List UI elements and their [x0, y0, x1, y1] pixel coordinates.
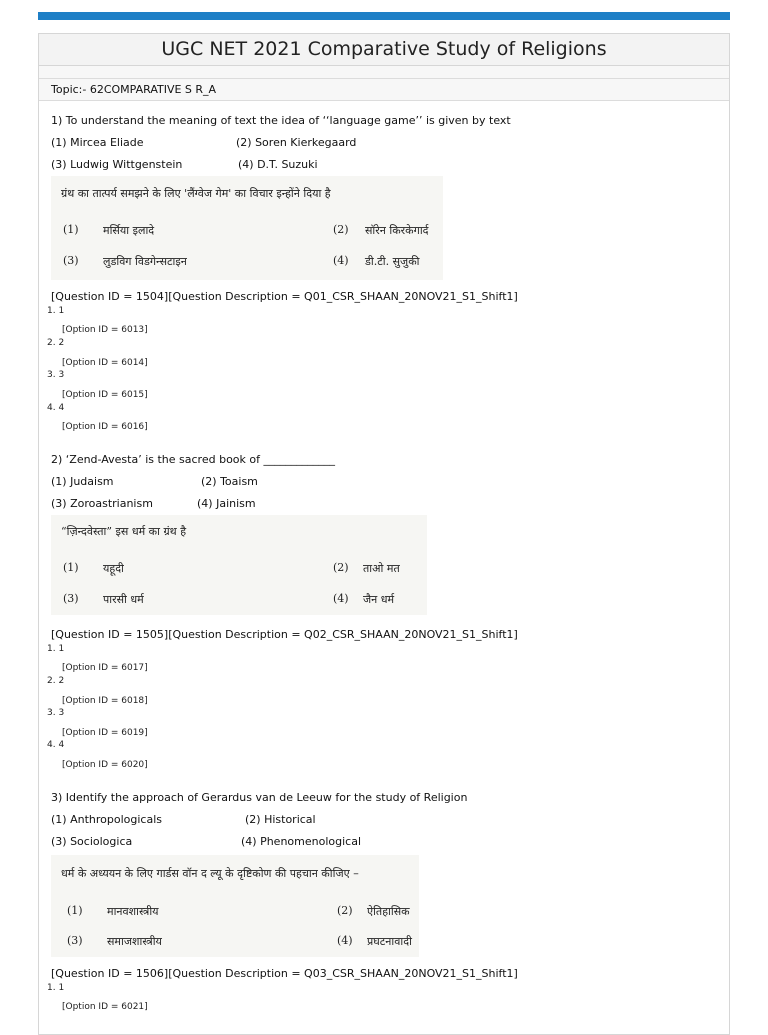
question-3-text: 3) Identify the approach of Gerardus van de Leeuw for the study of Religion: [51, 791, 468, 804]
top-accent-bar: [38, 12, 730, 20]
answer-number: 4. 4: [47, 403, 65, 413]
answer-number: 1. 1: [47, 983, 65, 993]
question-2-text: 2) ‘Zend-Avesta’ is the sacred book of _____________: [51, 453, 335, 466]
hindi-option-number: (1): [63, 223, 79, 236]
question-2-meta: [Question ID = 1505][Question Description = Q02_CSR_SHAAN_20NOV21_S1_Shift1]: [51, 628, 518, 641]
hindi-option-text: लुडविग विडगेन्सटाइन: [103, 255, 187, 268]
page-title: UGC NET 2021 Comparative Study of Religions: [39, 34, 729, 66]
answer-number: 2. 2: [47, 338, 65, 348]
answer-number: 1. 1: [47, 306, 65, 316]
hindi-option-text: समाजशास्त्रीय: [107, 935, 162, 948]
hindi-option-number: (2): [337, 904, 353, 917]
question-1-hindi-text: ग्रंथ का तात्पर्य समझने के लिए 'लैंग्वेज गेम' का विचार इन्होंने दिया है: [61, 187, 331, 200]
hindi-option-text: प्रघटनावादी: [367, 935, 412, 948]
answer-number: 3. 3: [47, 708, 65, 718]
header-divider: [39, 66, 729, 79]
topic-label: Topic:- 62COMPARATIVE S R_A: [39, 79, 729, 101]
option-id: [Option ID = 6018]: [62, 696, 148, 706]
question-3-option-4: (4) Phenomenological: [241, 835, 362, 848]
option-id: [Option ID = 6013]: [62, 325, 148, 335]
hindi-option-text: जैन धर्म: [363, 593, 395, 606]
question-2-option-3: (3) Zoroastrianism: [51, 497, 153, 510]
hindi-option-number: (3): [63, 254, 79, 267]
option-id: [Option ID = 6016]: [62, 422, 148, 432]
option-id: [Option ID = 6015]: [62, 390, 148, 400]
question-3-option-1: (1) Anthropologicals: [51, 813, 162, 826]
hindi-option-number: (1): [67, 904, 83, 917]
hindi-option-text: मानवशास्त्रीय: [107, 905, 159, 918]
hindi-option-text: ताओ मत: [363, 562, 400, 575]
question-1-option-1: (1) Mircea Eliade: [51, 136, 144, 149]
hindi-option-text: डी.टी. सुजुकी: [365, 255, 420, 268]
question-3-option-3: (3) Sociologica: [51, 835, 133, 848]
question-2-hindi-text: “ज़िन्दवेस्ता” इस धर्म का ग्रंथ है: [61, 525, 187, 538]
hindi-option-number: (3): [67, 934, 83, 947]
option-id: [Option ID = 6020]: [62, 760, 148, 770]
question-1-text: 1) To understand the meaning of text the idea of ‘‘language game’’ is given by text: [51, 114, 511, 127]
question-1-option-2: (2) Soren Kierkegaard: [236, 136, 357, 149]
hindi-option-text: मर्सिया इलादे: [103, 224, 155, 237]
question-3-hindi-text: धर्म के अध्ययन के लिए गार्डस वॉन द ल्यू के दृष्टिकोण की पहचान कीजिए –: [61, 867, 359, 880]
option-id: [Option ID = 6017]: [62, 663, 148, 673]
hindi-option-number: (4): [333, 592, 349, 605]
question-3-meta: [Question ID = 1506][Question Description = Q03_CSR_SHAAN_20NOV21_S1_Shift1]: [51, 967, 518, 980]
question-3-option-2: (2) Historical: [245, 813, 316, 826]
hindi-option-number: (2): [333, 223, 349, 236]
answer-number: 4. 4: [47, 740, 65, 750]
answer-number: 3. 3: [47, 370, 65, 380]
hindi-option-text: सॉरेन किरकेगार्द: [365, 224, 429, 237]
question-1-option-3: (3) Ludwig Wittgenstein: [51, 158, 183, 171]
question-1-option-4: (4) D.T. Suzuki: [238, 158, 318, 171]
question-1-hindi-image: [51, 176, 443, 280]
question-2-hindi-image: [51, 515, 427, 615]
hindi-option-number: (4): [337, 934, 353, 947]
hindi-option-text: पारसी धर्म: [103, 593, 144, 606]
option-id: [Option ID = 6019]: [62, 728, 148, 738]
question-3-hindi-image: [51, 855, 419, 957]
hindi-option-number: (4): [333, 254, 349, 267]
question-1-meta: [Question ID = 1504][Question Description = Q01_CSR_SHAAN_20NOV21_S1_Shift1]: [51, 290, 518, 303]
hindi-option-number: (3): [63, 592, 79, 605]
option-id: [Option ID = 6021]: [62, 1002, 148, 1012]
option-id: [Option ID = 6014]: [62, 358, 148, 368]
hindi-option-number: (2): [333, 561, 349, 574]
question-2-option-1: (1) Judaism: [51, 475, 114, 488]
hindi-option-text: यहूदी: [103, 562, 124, 575]
question-2-option-4: (4) Jainism: [197, 497, 256, 510]
answer-number: 2. 2: [47, 676, 65, 686]
question-2-option-2: (2) Toaism: [201, 475, 258, 488]
hindi-option-text: ऐतिहासिक: [367, 905, 410, 918]
answer-number: 1. 1: [47, 644, 65, 654]
hindi-option-number: (1): [63, 561, 79, 574]
